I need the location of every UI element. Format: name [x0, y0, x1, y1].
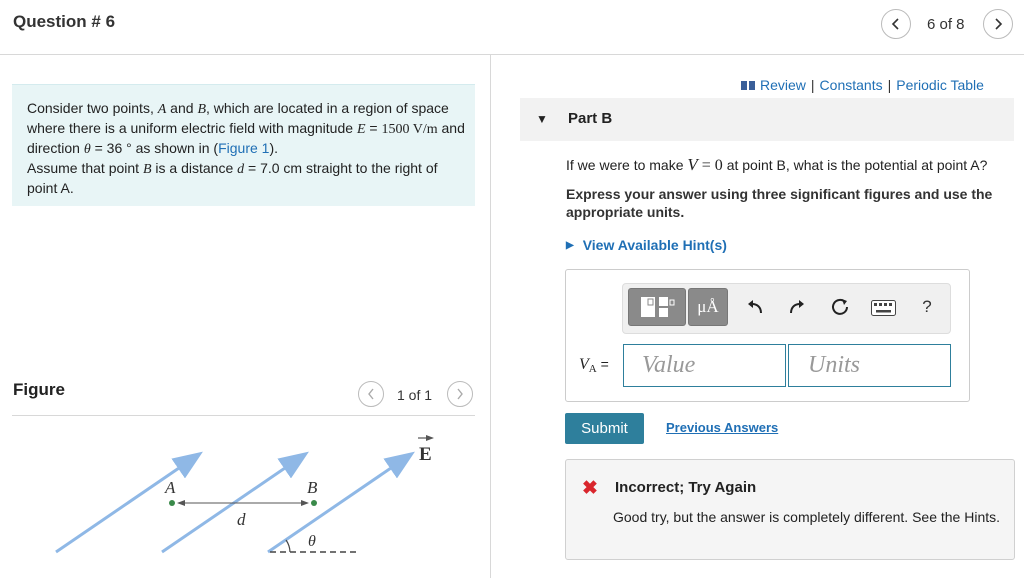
answer-variable-label [579, 356, 609, 375]
angle-label: θ [308, 533, 316, 550]
problem-text-part: and direction [27, 120, 465, 156]
problem-text-part: straight to the right of point A. [27, 160, 438, 196]
collapse-triangle-icon[interactable]: ▼ [536, 112, 548, 126]
value-input[interactable] [623, 344, 786, 387]
figure-count-text: 1 of 1 [397, 387, 433, 403]
redo-icon [788, 298, 806, 316]
point-a-label: A [165, 478, 176, 497]
reset-button[interactable] [829, 296, 851, 318]
question-title: Question # 6 [13, 12, 116, 31]
problem-text [27, 99, 467, 198]
answer-variable-subscript: A [588, 363, 597, 375]
distance-label: d [237, 510, 246, 529]
resource-links [741, 77, 984, 93]
problem-text-part: as shown in ( [135, 140, 219, 156]
periodic-table-link[interactable]: Periodic Table [896, 77, 984, 93]
redo-button[interactable] [786, 296, 808, 318]
answer-variable: V [579, 356, 589, 373]
templates-icon [637, 294, 677, 320]
undo-icon [746, 298, 764, 316]
chevron-right-icon [993, 17, 1003, 31]
distance-symbol: d [237, 162, 245, 177]
next-question-button[interactable] [983, 9, 1013, 39]
link-separator: | [887, 77, 892, 93]
problem-text-part: , which are located in a region of space where there is a uniform electric field with magnitude [27, 100, 449, 136]
point-b-label: B [307, 478, 318, 497]
chevron-left-icon [367, 388, 375, 400]
chevron-right-icon [456, 388, 464, 400]
field-label: E [419, 444, 432, 465]
book-icon [741, 80, 755, 91]
problem-text-part: is a distance [151, 160, 238, 176]
problem-text-part: = [365, 120, 382, 136]
feedback-message: Good try, but the answer is completely different. See the Hints. [613, 509, 1001, 525]
theta-symbol: θ [83, 142, 91, 157]
undo-button[interactable] [744, 296, 766, 318]
feedback-title: Incorrect; Try Again [615, 479, 757, 496]
electric-field-figure [40, 430, 460, 565]
header-bar [0, 0, 1024, 55]
figure-divider [12, 415, 475, 416]
figure-prev-button[interactable] [358, 381, 384, 407]
answer-instruction: Express your answer using three significant figures and use the appropriate units. [566, 186, 993, 220]
keyboard-button[interactable] [871, 300, 896, 316]
potential-symbol: V [687, 155, 698, 174]
point-a-symbol: A [157, 102, 167, 117]
chevron-left-icon [891, 17, 901, 31]
point-b-symbol: B [197, 102, 206, 117]
link-separator: | [810, 77, 815, 93]
question-count: 6 of 8 [927, 16, 965, 33]
angle-arc [286, 540, 290, 552]
distance-value: = 7.0 cm [244, 160, 303, 176]
point-a-dot [169, 500, 175, 506]
reset-icon [830, 297, 850, 317]
point-b-symbol: B [142, 162, 152, 177]
part-label: Part B [568, 110, 613, 127]
problem-text-part: and [166, 100, 198, 116]
figure-heading: Figure [13, 380, 65, 399]
previous-question-button[interactable] [881, 9, 911, 39]
field-line-1 [56, 455, 198, 552]
help-button[interactable]: ? [922, 297, 932, 316]
problem-text-part: Consider two points, [27, 100, 158, 116]
figure-count [397, 387, 432, 403]
keyboard-icon [871, 300, 896, 316]
previous-answers-link[interactable]: Previous Answers [666, 420, 779, 435]
point-b-dot [311, 500, 317, 506]
review-link[interactable]: Review [760, 77, 806, 93]
problem-text-part: ). [269, 140, 279, 156]
units-button[interactable]: μÅ [688, 288, 728, 326]
templates-button[interactable] [628, 288, 686, 326]
caret-right-icon: ▶ [566, 239, 574, 251]
figure-link[interactable]: Figure 1 [218, 140, 270, 156]
question-text-part: at point B, what is the potential at point A? [722, 157, 988, 173]
potential-zero: = 0 [697, 157, 723, 174]
angle-value: = 36 ° [90, 140, 136, 156]
submit-button[interactable]: Submit [565, 413, 644, 444]
constants-link[interactable]: Constants [819, 77, 883, 93]
problem-text-part: Assume that point [27, 160, 143, 176]
figure-next-button[interactable] [447, 381, 473, 407]
units-input[interactable] [788, 344, 951, 387]
hint-label: View Available Hint(s) [582, 237, 727, 253]
field-magnitude: 1500 V/m [381, 122, 438, 137]
answer-equals: = [596, 356, 609, 372]
hint-toggle[interactable] [566, 237, 727, 253]
column-divider [490, 55, 491, 578]
question-text-part: If we were to make [566, 157, 688, 173]
field-symbol: E [356, 122, 366, 137]
part-question [566, 155, 987, 175]
incorrect-x-icon: ✖ [582, 478, 598, 499]
